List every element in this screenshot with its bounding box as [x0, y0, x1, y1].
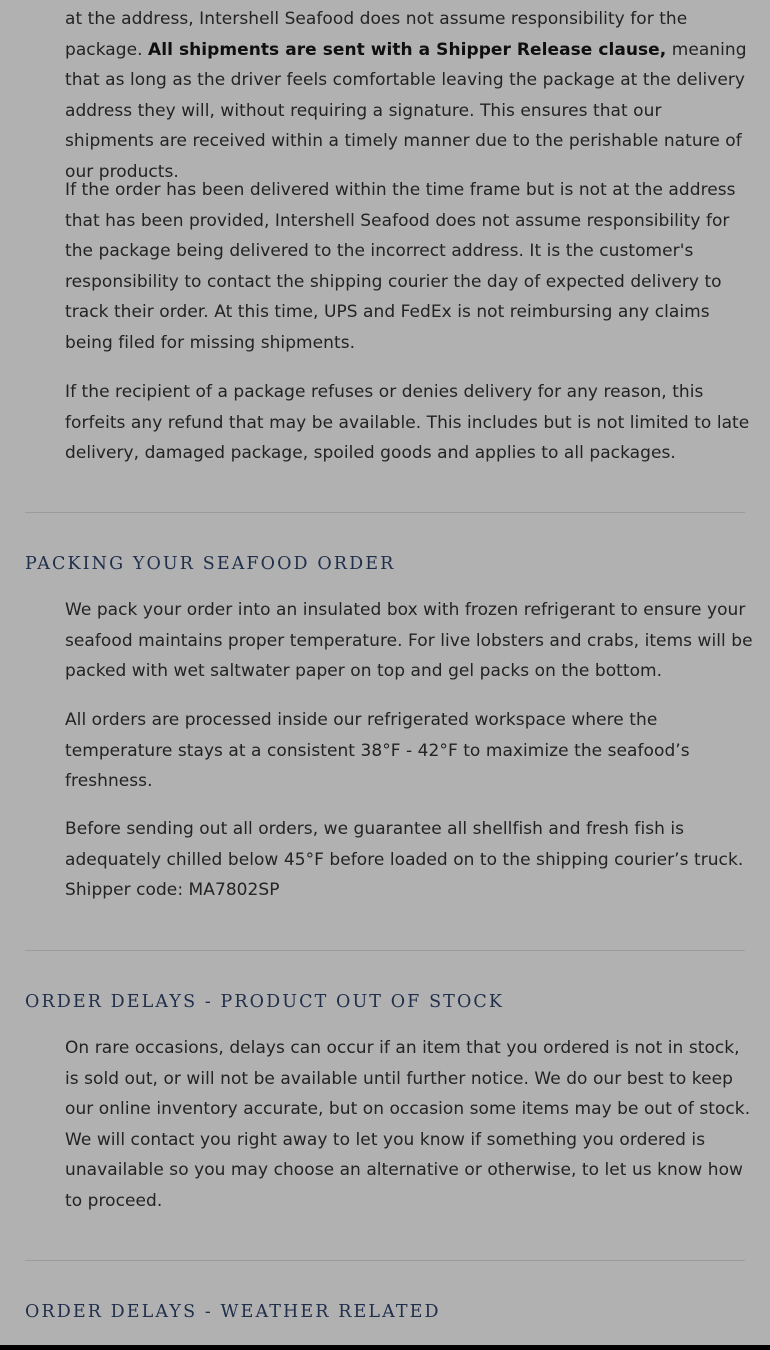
- packing-paragraph: Before sending out all orders, we guarantee all shellfish and fresh fish is adequately chilled below 45°F before loaded on to the shipping courier’s truck. Shipper code: MA7802SP: [65, 819, 744, 900]
- section-divider: [25, 512, 745, 513]
- section-divider: [25, 1260, 745, 1261]
- packing-paragraph: All orders are processed inside our refrigerated workspace where the temperature stays at a consistent 38°F - 42°F to maximize the seafood’s freshness.: [65, 710, 690, 791]
- weather-heading: ORDER DELAYS - WEATHER RELATED: [25, 1302, 441, 1322]
- shipper-release-paragraph: [65, 4, 755, 187]
- incorrect-address-paragraph: If the order has been delivered within the time frame but is not at the address that has been provided, Intershell Seafood does not assume responsibility for the package being delivered to the incorrect address. It is the customer's responsibility to contact the shipping courier the day of expected delivery to track their order. At this time, UPS and FedEx is not reimbursing any claims being filed for missing shipments.: [65, 180, 736, 353]
- shipper-release-emphasis: All shipments are sent with a Shipper Release clause,: [148, 39, 667, 60]
- paragraph-text: at the address, Intershell Seafood does not assume responsibility for the package.: [65, 9, 688, 60]
- packing-heading: PACKING YOUR SEAFOOD ORDER: [25, 554, 396, 574]
- out-of-stock-heading: ORDER DELAYS - PRODUCT OUT OF STOCK: [25, 992, 505, 1012]
- bottom-edge-bar: [0, 1345, 770, 1350]
- packing-paragraph: We pack your order into an insulated box with frozen refrigerant to ensure your seafood maintains proper temperature. For live lobsters and crabs, items will be packed with wet saltwater paper on top and gel packs on the bottom.: [65, 600, 753, 681]
- paragraph-text: meaning that as long as the driver feels comfortable leaving the package at the delivery address they will, without requiring a signature. This ensures that our shipments are received within a timely manner due to the perishable nature of our products.: [65, 39, 747, 182]
- out-of-stock-paragraph: On rare occasions, delays can occur if an item that you ordered is not in stock, is sold out, or will not be available until further notice. We do our best to keep our online inventory accurate, but on occasion some items may be out of stock. We will contact you right away to let you know if something you ordered is unavailable so you may choose an alternative or otherwise, to let us know how to proceed.: [65, 1038, 751, 1211]
- refused-delivery-paragraph: If the recipient of a package refuses or denies delivery for any reason, this forfeits any refund that may be available. This includes but is not limited to late delivery, damaged package, spoiled goods and applies to all packages.: [65, 382, 750, 463]
- section-divider: [25, 950, 745, 951]
